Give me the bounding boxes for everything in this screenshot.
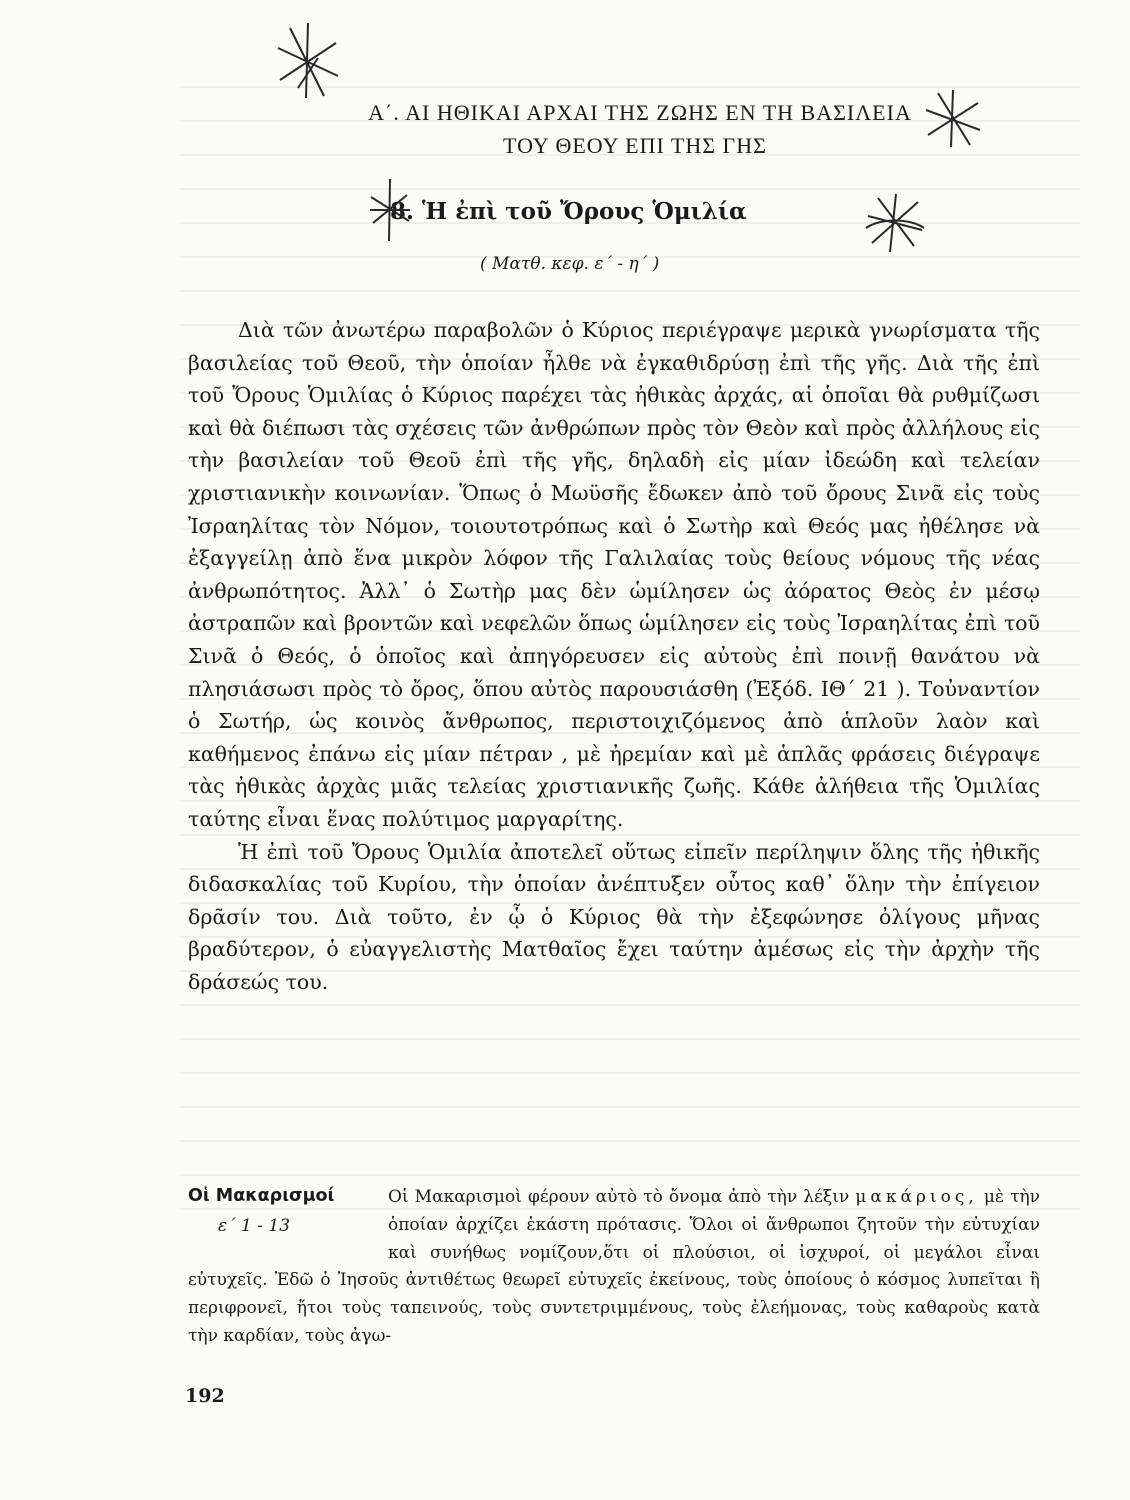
beatitudes-spaced-word: μακάριος, — [855, 1187, 978, 1207]
star-doodle-icon — [268, 18, 348, 108]
star-doodle-icon — [365, 175, 415, 245]
paragraph-2: Ἡ ἐπὶ τοῦ Ὄρους Ὁμιλία ἀποτελεῖ οὕτως εἰπεῖν περίληψιν ὅλης τῆς ἠθικῆς διδασκαλίας τοῦ Κυρίου, τὴν ὁποίαν ἀνέπτυξεν οὗτος καθ᾽ ὅλην τὴν ἐπίγειον δρᾶσίν του. Διὰ τοῦτο, ἐν ᾧ ὁ Κύριος θὰ τὴν ἐξεφώνησε ὀλίγους μῆνας βραδύτερον, ὁ εὐαγγελιστὴς Ματθαῖος ἔχει ταύτην ἀμέσως εἰς τὴν ἀρχὴν τῆς δράσεώς του. — [188, 839, 1040, 994]
paragraph-1: Διὰ τῶν ἀνωτέρω παραβολῶν ὁ Κύριος περιέγραψε μερικὰ γνωρίσματα τῆς βασιλείας τοῦ Θεοῦ, τὴν ὁποίαν ἦλθε νὰ ἐγκαθιδρύσῃ ἐπὶ τῆς γῆς. Διὰ τῆς ἐπὶ τοῦ Ὄρους Ὁμιλίας ὁ Κύριος παρέχει τὰς ἠθικὰς ἀρχάς, αἱ ὁποῖαι θὰ ρυθμίζωσι καὶ θὰ διέπωσι τὰς σχέσεις τῶν ἀνθρώπων πρὸς τὸν Θεὸν καὶ πρὸς ἀλλήλους εἰς τὴν βασιλείαν τοῦ Θεοῦ ἐπὶ τῆς γῆς, δηλαδὴ εἰς μίαν ἰδεώδη καὶ τελείαν χριστιανικὴν κοινωνίαν. Ὅπως ὁ Μωϋσῆς ἔδωκεν ἀπὸ τοῦ ὄρους Σινᾶ εἰς τοὺς Ἰσραηλίτας τὸν Νόμον, τοιουτοτρόπως καὶ ὁ Σωτὴρ καὶ Θεός μας ἠθέλησε νὰ ἐξαγγείλῃ ἀπὸ ἕνα μικρὸν λόφον τῆς Γαλιλαίας τοὺς θείους νόμους τῆς νέας ἀνθρωπότητος. Ἀλλ᾽ ὁ Σωτὴρ μας δὲν ὡμίλησεν ὡς ἀόρατος Θεὸς ἐν μέσῳ ἀστραπῶν καὶ βροντῶν καὶ νεφελῶν ὅπως ὡμίλησεν εἰς τοὺς Ἰσραηλίτας ἐπὶ τοῦ Σινᾶ ὁ Θεός, ὁ ὁποῖος καὶ ἀπηγόρευσεν εἰς αὐτοὺς ἐπὶ ποινῇ θανάτου νὰ πλησιάσωσι πρὸς τὸ ὄρος, ὅπου αὐτὸς παρουσιάσθη (Ἐξόδ. ΙΘ΄ 21 ). Τοὐναντίον ὁ Σωτήρ, ὡς κοινὸς ἄνθρωπος, περιστοιχιζόμενος ἀπὸ ἁπλοῦν λαὸν καὶ καθήμενος ἐπάνω εἰς μίαν πέτραν , μὲ ἠρεμίαν καὶ μὲ ἁπλᾶς φράσεις διέγραψε τὰς ἠθικὰς ἀρχὰς μιᾶς τελείας χριστιανικῆς ζωῆς. Κάθε ἀλήθεια τῆς Ὁμιλίας ταύτης εἶναι ἕνας πολύτιμος μαργαρίτης. — [188, 318, 1040, 831]
star-doodle-icon — [918, 85, 988, 155]
side-range: ε΄ 1 - 13 — [218, 1216, 291, 1236]
section-reference: ( Ματθ. κεφ. ε΄ - η΄ ) — [480, 254, 660, 274]
side-heading: Οἱ Μακαρισμοί — [188, 1186, 335, 1206]
section-title: 8. Ἡ ἐπὶ τοῦ Ὄρους Ὁμιλία — [390, 198, 747, 225]
star-doodle-icon — [860, 188, 930, 258]
main-text — [188, 314, 1040, 998]
beatitudes-text-after: μὲ τὴν ὁποίαν ἀρχίζει ἑκάστη πρότασις. Ὅλοι οἱ ἄνθρωποι ζητοῦν τὴν εὐτυχίαν καὶ συνήθως νομίζουν,ὅτι οἱ πλούσιοι, οἱ ἰσχυροί, οἱ μεγάλοι εἶναι εὐτυχεῖς. Ἐδῶ ὁ Ἰησοῦς ἀντιθέτως θεωρεῖ εὐτυχεῖς ἐκείνους, τοὺς ὁποίους ὁ κόσμος λυπεῖται ἢ περιφρονεῖ, ἤτοι τοὺς ταπεινούς, τοὺς συντετριμμένους, τοὺς ἐλεήμονας, τοὺς καθαροὺς κατὰ τὴν καρδίαν, τοὺς ἀγω- — [188, 1187, 1040, 1346]
chapter-heading-line2: ΤΟΥ ΘΕΟΥ ΕΠΙ ΤΗΣ ΓΗΣ — [503, 133, 767, 158]
beatitudes-text-before: Οἱ Μακαρισμοὶ φέρουν αὐτὸ τὸ ὄνομα ἀπὸ τὴν λέξιν — [388, 1187, 850, 1207]
chapter-heading-line1: Α΄. ΑΙ ΗΘΙΚΑΙ ΑΡΧΑΙ ΤΗΣ ΖΩΗΣ ΕΝ ΤΗ ΒΑΣΙΛΕΙΑ — [368, 100, 912, 125]
page-number: 192 — [185, 1385, 225, 1407]
beatitudes-paragraph — [188, 1184, 1040, 1351]
